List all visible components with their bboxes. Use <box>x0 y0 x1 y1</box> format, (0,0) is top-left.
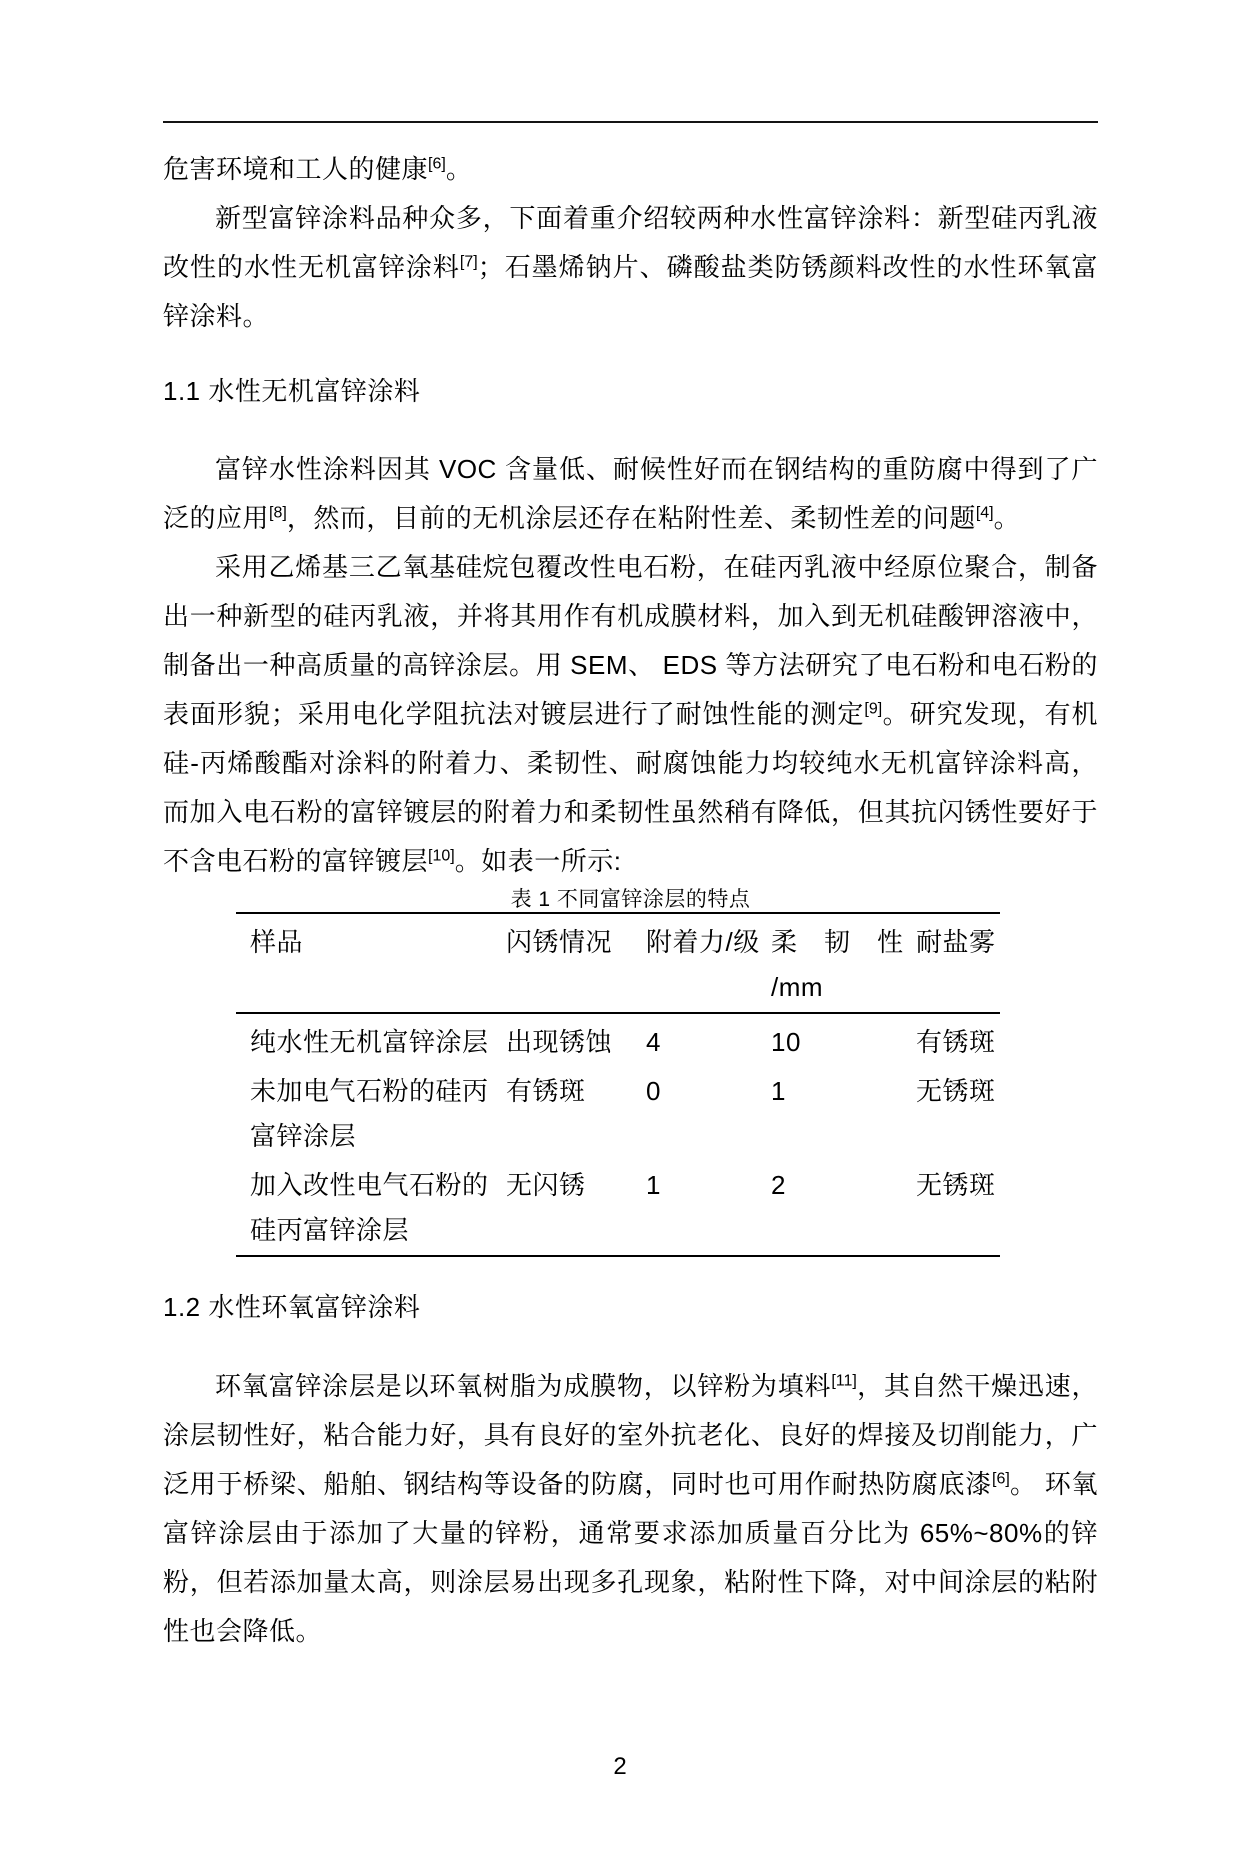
flexibility-unit: /mm <box>771 972 824 1002</box>
table-cell-flash-rust: 有锈斑 <box>506 1076 586 1106</box>
citation-11: [11] <box>831 1372 857 1390</box>
citation-10: [10] <box>428 847 455 865</box>
table-row <box>236 1013 1000 1067</box>
table-cell-adhesion: 0 <box>646 1076 661 1106</box>
paragraph-epoxy <box>163 1362 1098 1656</box>
citation-4: [4] <box>975 504 994 522</box>
table-cell-flexibility: 1 <box>771 1076 786 1106</box>
paragraph-text: 采用乙烯基三乙氧基硅烷包覆改性电石粉，在硅丙乳液中经原位聚合，制备出一种新型的硅丙乳液，并将其用作有机成膜材料，加入到无机硅酸钾溶液中，制备出一种高质量的高锌涂层。用 SEM、 EDS 等方法研究了电石粉和电石粉的表面形貌；采用电化学阻抗法对镀层进行了耐蚀性能的测定 <box>163 552 1098 729</box>
table-header-row <box>236 913 1000 1013</box>
section-heading-1-2: 1.2 水性环氧富锌涂料 <box>163 1292 421 1322</box>
table-cell-salt-spray: 有锈斑 <box>916 1027 996 1057</box>
paragraph-text: ，其自然干燥迅速，涂层韧性好，粘合能力好，具有良好的室外抗老化、良好的焊接及切削能力，广泛用于桥梁、船舶、钢结构等设备的防腐，同时也可用作耐热防腐底漆 <box>163 1371 1098 1499</box>
paragraph-text: 。研究发现，有机硅-丙烯酸酯对涂料的附着力、柔韧性、耐腐蚀能力均较纯水无机富锌涂料高，而加入电石粉的富锌镀层的附着力和柔韧性虽然稍有降低，但其抗闪锈性要好于不含电石粉的富锌镀层 <box>163 699 1098 876</box>
table-cell-flash-rust: 出现锈蚀 <box>506 1027 613 1057</box>
table-cell-sample: 加入改性电气石粉的硅丙富锌涂层 <box>250 1170 489 1245</box>
table-cell-flash-rust: 无闪锈 <box>506 1170 586 1200</box>
paragraph-voc <box>163 445 1098 543</box>
page-number: 2 <box>613 1753 627 1780</box>
col-header-flash-rust: 闪锈情况 <box>496 913 636 1013</box>
table-cell-sample: 纯水性无机富锌涂层 <box>250 1027 489 1057</box>
col-header-flexibility <box>761 913 906 1013</box>
table-cell-adhesion: 4 <box>646 1027 661 1057</box>
paragraph-text: 富锌水性涂料因其 VOC 含量低、耐候性好而在钢结构的重防腐中得到了广泛的应用 <box>163 454 1098 533</box>
table-cell-adhesion: 1 <box>646 1170 661 1200</box>
col-header-salt-spray: 耐盐雾 <box>906 913 1000 1013</box>
document-page <box>0 121 1240 1873</box>
table-cell-salt-spray: 无锈斑 <box>916 1076 996 1106</box>
paragraph-silane <box>163 543 1098 886</box>
citation-8: [8] <box>269 504 287 522</box>
table-cell-flexibility: 2 <box>771 1170 786 1200</box>
paragraph-text: 新型富锌涂料品种众多，下面着重介绍较两种水性富锌涂料：新型硅丙乳液改性的水性无机富锌涂料 <box>163 203 1098 282</box>
citation-7: [7] <box>459 253 478 271</box>
table-row <box>236 1161 1000 1256</box>
paragraph-text: 。如表一所示: <box>454 846 622 876</box>
col-header-sample: 样品 <box>236 913 496 1013</box>
paragraph-text: 。 环氧富锌涂层由于添加了大量的锌粉，通常要求添加质量百分比为 65%~80%的锌粉，但若添加量太高，则涂层易出现多孔现象，粘附性下降，对中间涂层的粘附性也会降低。 <box>163 1469 1098 1646</box>
paragraph-text: 。 <box>993 503 1021 533</box>
paragraph-text: 环氧富锌涂层是以环氧树脂为成膜物，以锌粉为填料 <box>215 1371 832 1401</box>
paragraph-overview <box>163 194 1098 341</box>
table-row <box>236 1067 1000 1161</box>
header-rule <box>163 121 1098 123</box>
citation-6: [6] <box>428 155 446 173</box>
paragraph-text: ，然而，目前的无机涂层还存在粘附性差、柔韧性差的问题 <box>286 503 976 533</box>
citation-6-second: [6] <box>992 1470 1010 1488</box>
citation-9: [9] <box>864 700 883 718</box>
paragraph-text: ；石墨烯钠片、磷酸盐类防锈颜料改性的水性环氧富锌涂料。 <box>163 252 1098 331</box>
paragraph-text: 危害环境和工人的健康 <box>163 154 429 184</box>
section-heading-1-1: 1.1 水性无机富锌涂料 <box>163 376 421 406</box>
table-cell-salt-spray: 无锈斑 <box>916 1170 996 1200</box>
table-cell-sample: 未加电气石粉的硅丙富锌涂层 <box>250 1076 489 1151</box>
paragraph-text: 。 <box>445 154 473 184</box>
col-header-adhesion: 附着力/级 <box>636 913 761 1013</box>
flexibility-label: 柔 韧 性 <box>771 927 904 957</box>
paragraph-intro-tail <box>163 145 1098 194</box>
table-caption: 表 1 不同富锌涂层的特点 <box>510 888 751 911</box>
table-cell-flexibility: 10 <box>771 1027 801 1057</box>
page-content <box>0 121 1240 1656</box>
zinc-coating-comparison-table <box>236 912 1000 1257</box>
